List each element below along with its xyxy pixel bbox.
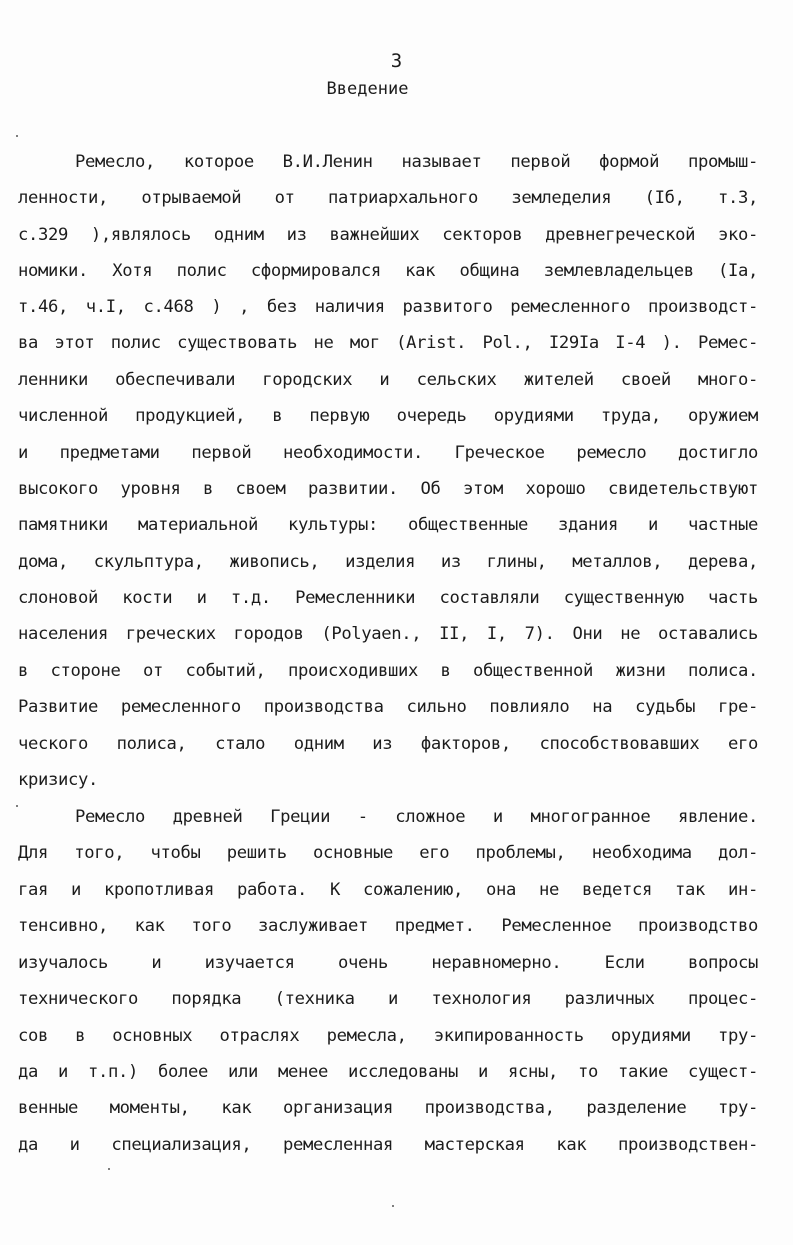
text-line: кризису. [18, 770, 98, 790]
text-line: да и т.п.) более или менее исследованы и ясны, то такие сущест- [18, 1062, 758, 1082]
text-line: Ремесло древней Греции - сложное и многогранное явление. [75, 807, 758, 827]
text-line: гая и кропотливая работа. К сожалению, она не ведется так ин- [18, 880, 758, 900]
text-line: тенсивно, как того заслуживает предмет. Ремесленное производство [18, 916, 758, 936]
text-line: памятники материальной культуры: общественные здания и частные [18, 515, 758, 535]
page-title: Введение [326, 79, 409, 99]
text-line: номики. Хотя полис сформировался как община землевладельцев (Iа, [18, 261, 758, 281]
text-line: дома, скульптура, живопись, изделия из глины, металлов, дерева, [18, 552, 758, 572]
text-line: населения греческих городов (Polyaen., II, I, 7). Они не оставались [18, 624, 758, 644]
text-line: высокого уровня в своем развитии. Об этом хорошо свидетельствуют [18, 479, 758, 499]
scan-speck [108, 1168, 110, 1170]
text-line: изучалось и изучается очень неравномерно. Если вопросы [18, 953, 758, 973]
text-line: в стороне от событий, происходивших в общественной жизни полиса. [18, 661, 758, 681]
text-line: т.46, ч.I, с.468 ) , без наличия развитого ремесленного производст- [18, 297, 758, 317]
text-line: венные моменты, как организация производства, разделение тру- [18, 1098, 758, 1118]
text-line: да и специализация, ремесленная мастерская как производствен- [18, 1135, 758, 1155]
text-line: численной продукцией, в первую очередь орудиями труда, оружием [18, 406, 758, 426]
text-line: ленности, отрываемой от патриархального земледелия (Iб, т.3, [18, 188, 758, 208]
page-number: 3 [390, 50, 403, 72]
text-line: технического порядка (техника и технология различных процес- [18, 989, 758, 1009]
text-line: сов в основных отраслях ремесла, экипированность орудиями тру- [18, 1026, 758, 1046]
text-line: слоновой кости и т.д. Ремесленники составляли существенную часть [18, 588, 758, 608]
text-line: с.329 ),являлось одним из важнейших секторов древнегреческой эко- [18, 225, 758, 245]
text-line: Ремесло, которое В.И.Ленин называет первой формой промыш- [75, 152, 758, 172]
text-line: Развитие ремесленного производства сильно повлияло на судьбы гре- [18, 697, 758, 717]
text-line: ленники обеспечивали городских и сельских жителей своей много- [18, 370, 758, 390]
scan-speck [16, 805, 18, 807]
scan-speck [392, 1205, 394, 1207]
text-line: ческого полиса, стало одним из факторов, способствовавших его [18, 734, 758, 754]
text-line: ва этот полис существовать не мог (Arist. Pol., I29Iа I-4 ). Ремес- [18, 333, 758, 353]
text-line: Для того, чтобы решить основные его проблемы, необходима дол- [18, 843, 758, 863]
text-line: и предметами первой необходимости. Греческое ремесло достигло [18, 443, 758, 463]
scan-speck [16, 135, 18, 137]
